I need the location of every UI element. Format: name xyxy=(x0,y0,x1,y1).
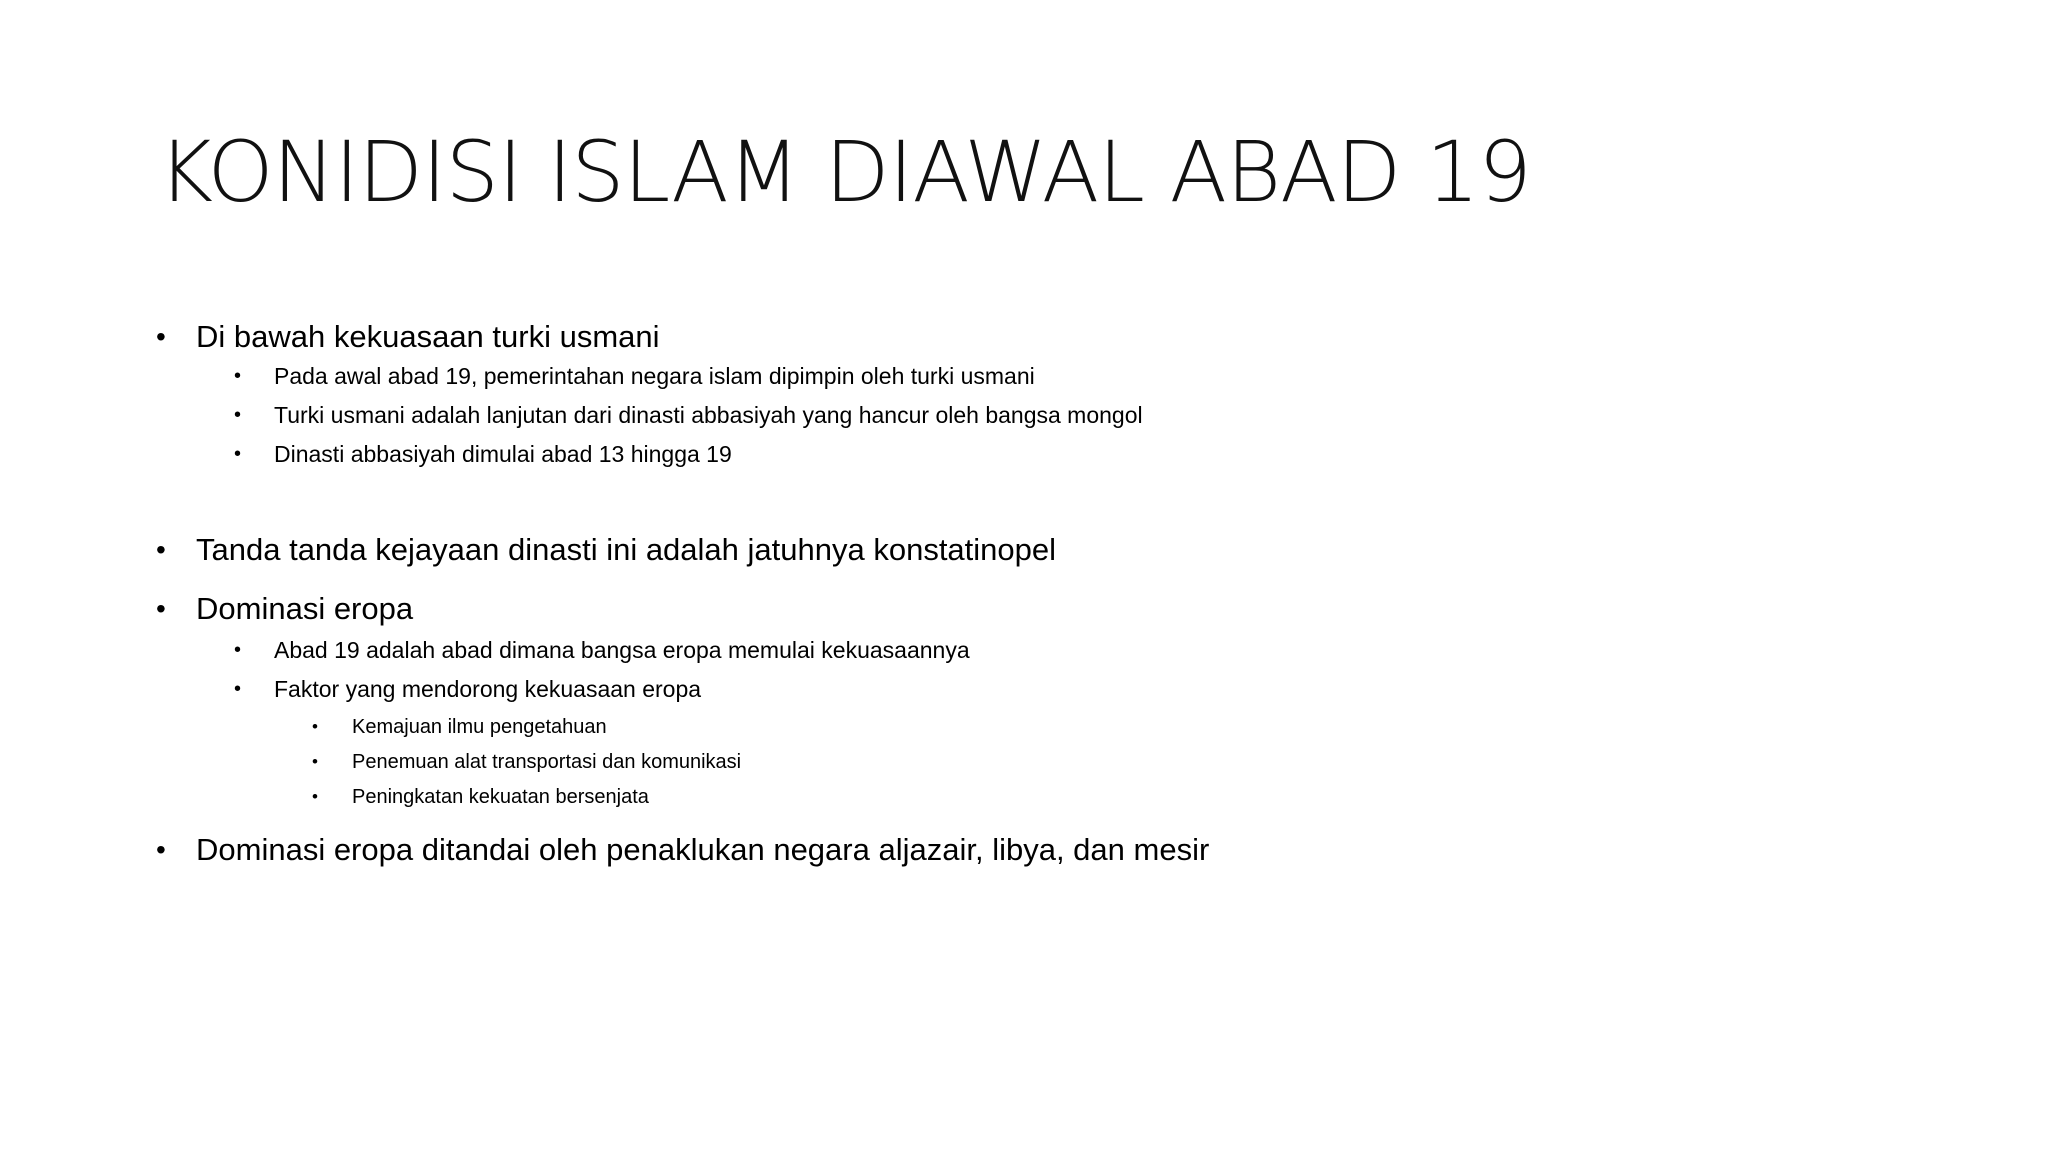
bullet-text: Pada awal abad 19, pemerintahan negara islam dipimpin oleh turki usmani xyxy=(274,363,1035,389)
slide-title: KONIDISI ISLAM DIAWAL ABAD 19 xyxy=(158,123,1531,221)
bullet-icon: • xyxy=(312,787,318,806)
bullet-icon: • xyxy=(156,534,166,565)
bullet-icon: • xyxy=(156,834,166,865)
bullet-text: Tanda tanda kejayaan dinasti ini adalah jatuhnya konstatinopel xyxy=(196,532,1057,567)
bullet-icon: • xyxy=(312,717,318,736)
bullet-text: Peningkatan kekuatan bersenjata xyxy=(352,786,649,808)
bullet-text: Abad 19 adalah abad dimana bangsa eropa memulai kekuasaannya xyxy=(274,637,970,663)
bullet-text: Dominasi eropa ditandai oleh penaklukan negara aljazair, libya, dan mesir xyxy=(196,832,1210,867)
bullet-text: Penemuan alat transportasi dan komunikasi xyxy=(352,751,742,773)
bullet-icon: • xyxy=(234,678,242,700)
bullet-text: Dominasi eropa xyxy=(196,591,414,626)
bullet-icon: • xyxy=(156,321,166,352)
bullet-icon: • xyxy=(234,443,242,465)
bullet-text: Faktor yang mendorong kekuasaan eropa xyxy=(274,676,702,702)
bullet-icon: • xyxy=(156,593,166,624)
bullet-text: Dinasti abbasiyah dimulai abad 13 hingga 19 xyxy=(274,441,732,467)
bullet-icon: • xyxy=(312,752,318,771)
bullet-icon: • xyxy=(234,404,242,426)
bullet-text: Kemajuan ilmu pengetahuan xyxy=(352,716,607,738)
bullet-icon: • xyxy=(234,639,242,661)
bullet-text: Turki usmani adalah lanjutan dari dinasti abbasiyah yang hancur oleh bangsa mongol xyxy=(274,402,1143,428)
bullet-icon: • xyxy=(234,365,242,387)
bullet-text: Di bawah kekuasaan turki usmani xyxy=(196,319,660,354)
